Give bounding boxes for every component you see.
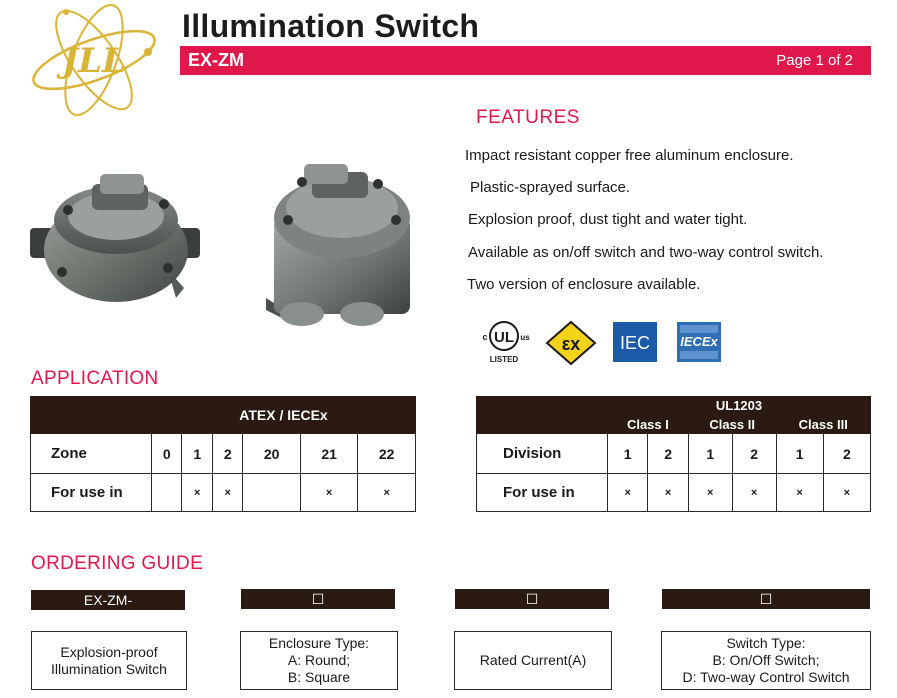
page-title: Illumination Switch [182,8,480,44]
ul1203-table [476,396,871,512]
table-corner [477,397,608,434]
use-cell [243,474,300,512]
order-code-prefix: EX-ZM- [31,590,185,610]
table-corner [31,397,152,434]
svg-text:IECEx: IECEx [680,334,718,349]
row-label-division: Division [477,434,608,474]
ul-listed-logo [478,318,530,366]
zone-cell: 0 [152,434,182,474]
row-label-use: For use in [31,474,152,512]
title-banner [180,46,871,75]
feature-item: Available as on/off switch and two-way control switch. [468,244,824,261]
use-cell: × [823,474,870,512]
application-heading: APPLICATION [31,368,159,389]
svg-text:IEC: IEC [619,333,651,353]
zone-cell: 2 [212,434,242,474]
use-cell: × [212,474,242,512]
model-code: EX-ZM [188,50,244,70]
ordering-guide-heading: ORDERING GUIDE [31,553,204,574]
division-cell: 1 [608,434,648,474]
order-description-product: Explosion-proof Illumination Switch [31,631,187,690]
order-description-enclosure: Enclosure Type: A: Round; B: Square [240,631,398,690]
product-image-square [258,158,420,330]
feature-item: Plastic-sprayed surface. [470,179,631,196]
division-cell: 2 [823,434,870,474]
feature-item: Impact resistant copper free aluminum enclosure. [465,147,794,164]
iecex-logo [676,321,728,365]
division-cell: 1 [776,434,823,474]
order-description-current: Rated Current(A) [454,631,612,690]
table-group-header: ATEX / IECEx [152,397,416,434]
class-header: Class II [688,415,776,434]
use-cell: × [776,474,823,512]
zone-cell: 22 [358,434,416,474]
atex-iecex-table [30,396,416,512]
class-header: Class III [776,415,871,434]
feature-item: Two version of enclosure available. [467,276,701,293]
order-code-slot: ☐ [662,589,870,609]
svg-text:us: us [520,333,530,342]
zone-cell: 1 [182,434,212,474]
class-header: Class I [608,415,689,434]
svg-text:c: c [482,332,488,342]
use-cell: × [732,474,776,512]
use-cell: × [608,474,648,512]
division-cell: 2 [648,434,688,474]
svg-text:εx: εx [561,334,581,354]
row-label-use: For use in [477,474,608,512]
use-cell: × [182,474,212,512]
zone-cell: 20 [243,434,300,474]
order-description-switch-type: Switch Type: B: On/Off Switch; D: Two-way Control Switch [661,631,871,690]
use-cell: × [300,474,357,512]
logo-text: JLL [62,41,126,81]
use-cell: × [688,474,732,512]
zone-cell: 21 [300,434,357,474]
company-logo [26,4,162,116]
svg-text:UL: UL [494,329,514,346]
atex-ex-logo [545,320,597,366]
use-cell: × [358,474,416,512]
table-group-header: UL1203 [608,397,871,415]
page-indicator: Page 1 of 2 [776,52,853,69]
order-code-slot: ☐ [241,589,395,609]
feature-item: Explosion proof, dust tight and water tight. [468,211,748,228]
division-cell: 2 [732,434,776,474]
order-code-slot: ☐ [455,589,609,609]
use-cell: × [648,474,688,512]
iec-logo [612,321,660,365]
svg-text:LISTED: LISTED [489,355,519,364]
use-cell [152,474,182,512]
division-cell: 1 [688,434,732,474]
row-label-zone: Zone [31,434,152,474]
features-heading: FEATURES [476,107,580,128]
product-image-round [26,170,206,310]
